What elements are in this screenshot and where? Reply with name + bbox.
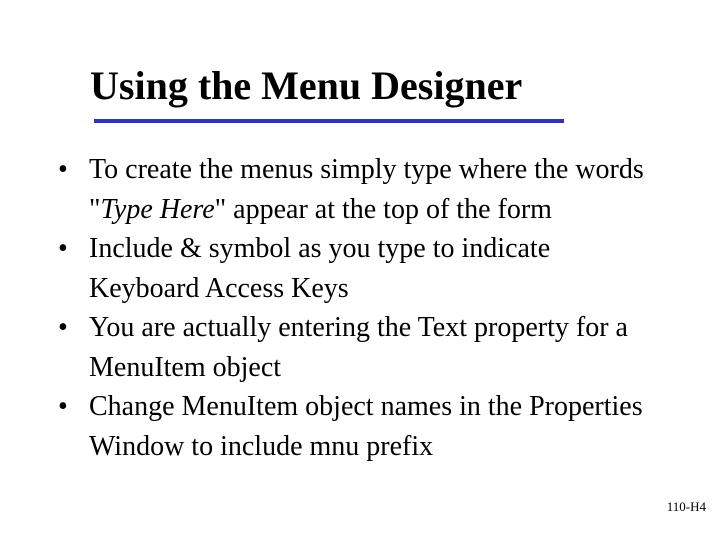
bullet-item — [58, 387, 658, 466]
bullet-icon: • — [58, 312, 68, 343]
bullet-text-segment: " appear at the top of the form — [214, 193, 552, 225]
bullet-icon: • — [58, 154, 68, 185]
bullet-text-segment: You are actually entering the Text property for a MenuItem object — [89, 312, 628, 383]
slide-code: 110-H4 — [666, 499, 706, 514]
bullet-text — [89, 387, 658, 466]
bullet-text-segment: To create the menus simply type where the words " — [89, 154, 644, 225]
bullet-text — [89, 308, 658, 387]
bullet-icon: • — [58, 391, 68, 422]
bullet-text-italic-segment: Type Here — [100, 193, 215, 225]
bullet-icon: • — [58, 233, 68, 264]
bullet-text-segment: Include & symbol as you type to indicate Keyboard Access Keys — [89, 233, 551, 304]
slide-title: Using the Menu Designer — [90, 63, 523, 108]
bullet-item — [58, 229, 658, 308]
bullet-text-segment: Change MenuItem object names in the Properties Window to include mnu prefix — [89, 391, 643, 462]
bullet-text — [89, 229, 658, 308]
bullet-item — [58, 150, 658, 229]
bullet-text — [89, 150, 658, 229]
title-underline — [94, 119, 564, 123]
bullet-item — [58, 308, 658, 387]
bullet-list — [58, 150, 658, 466]
